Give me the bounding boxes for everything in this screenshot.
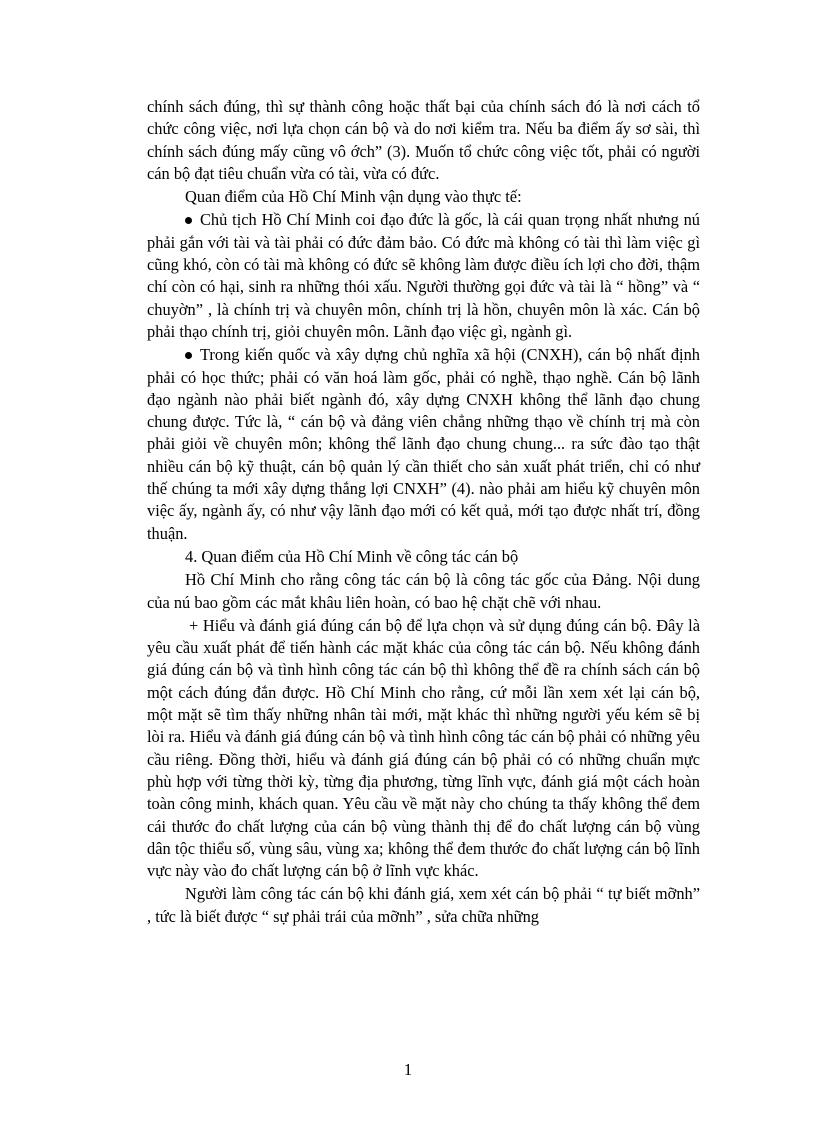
paragraph-continuation: chính sách đúng, thì sự thành công hoặc thất bại của chính sách đó là nơi cách tổ chức công việc, nơi lựa chọn cán bộ và do nơi kiểm tra. Nếu ba điểm ấy sơ sài, thì chính sách đúng mấy cũng vô ớch” (3). Muốn tổ chức công việc tốt, phải có người cán bộ đạt tiêu chuẩn vừa có tài, vừa có đức.: [147, 97, 700, 183]
page-number: 1: [403, 1060, 413, 1079]
bullet-icon: [185, 217, 192, 224]
paragraph-section-intro: Hồ Chí Minh cho rằng công tác cán bộ là công tác gốc của Đảng. Nội dung của nú bao gồm các mắt khâu liên hoàn, có bao hệ chặt chẽ với nhau.: [147, 570, 700, 612]
bullet-text: Trong kiến quốc và xây dựng chủ nghĩa xã hội (CNXH), cán bộ nhất định phải có học thức; phải có văn hoá làm gốc, phải có nghề, thạo nghề. Cán bộ lãnh đạo ngành nào phải biết ngành đó, xây dựng CNXH không thể lãnh đạo chung chung được. Tức là, “ cán bộ và đảng viên chẳng những thạo về chính trị mà còn phải giỏi về chuyên môn; không thể lãnh đạo chung chung... ra sức đào tạo thật nhiều cán bộ kỹ thuật, cán bộ quản lý cần thiết cho sản xuất phát triển, chỉ có như thế chúng ta mới xây dựng thắng lợi CNXH” (4). nào phải am hiểu kỹ chuyên môn việc ấy, ngành ấy, có như vậy lãnh đạo mới có kết quả, mới tạo được nhất trí, đồng thuận.: [147, 345, 700, 543]
bullet-paragraph-education: [147, 344, 700, 545]
document-body: [147, 96, 700, 929]
paragraph-intro: Quan điểm của Hồ Chí Minh vận dụng vào thực tế:: [185, 187, 522, 207]
bullet-text: Chủ tịch Hồ Chí Minh coi đạo đức là gốc, là cái quan trọng nhất nhưng nú phải gắn với tài và tài phải có đức đảm bảo. Có đức mà không có tài thì làm việc gì cũng khó, còn có tài mà không có đức sẽ không làm được điều ích lợi cho đời, thậm chí còn có hại, sinh ra những thói xấu. Người thường gọi đức và tài là “ hồng” và “ chuyờn” , là chính trị và chuyên môn, chính trị là hồn, chuyên môn là xác. Cán bộ phải thạo chính trị, giỏi chuyên môn. Lãnh đạo việc gì, ngành gì.: [147, 210, 700, 341]
paragraph-evaluation: + Hiểu và đánh giá đúng cán bộ để lựa chọn và sử dụng đúng cán bộ. Đây là yêu cầu xuất phát để tiến hành các mặt khác của công tác cán bộ. Nếu không đánh giá đúng cán bộ và tình hình công tác cán bộ thì không thể đề ra chính sách cán bộ một cách đúng đắn được. Hồ Chí Minh cho rằng, cứ mỗi lần xem xét lại cán bộ, một mặt sẽ tìm thấy những nhân tài mới, mặt khác thì những người yếu kém sẽ bị lòi ra. Hiểu và đánh giá đúng cán bộ và tình hình công tác cán bộ phải có những yêu cầu riêng. Đồng thời, hiểu và đánh giá đúng cán bộ phải có có những chuẩn mực phù hợp với từng thời kỳ, từng địa phương, từng lĩnh vực, đánh giá một cách hoàn toàn công minh, khách quan. Yêu cầu về mặt này cho chúng ta thấy không thể đem cái thước đo chất lượng của cán bộ vùng thành thị để đo chất lượng cán bộ vùng dân tộc thiểu số, vùng sâu, vùng xa; không thể đem thước đo chất lượng cán bộ lĩnh vực này vào đo chất lượng cán bộ ở lĩnh vực khác.: [147, 615, 700, 881]
bullet-icon: [185, 352, 192, 359]
bullet-paragraph-ethics: [147, 209, 700, 343]
paragraph-closing: Người làm công tác cán bộ khi đánh giá, xem xét cán bộ phải “ tự biết mỡnh” , tức là biết được “ sự phải trái của mỡnh” , sửa chữa những: [147, 884, 700, 926]
section-heading: 4. Quan điểm của Hồ Chí Minh về công tác cán bộ: [185, 546, 519, 566]
